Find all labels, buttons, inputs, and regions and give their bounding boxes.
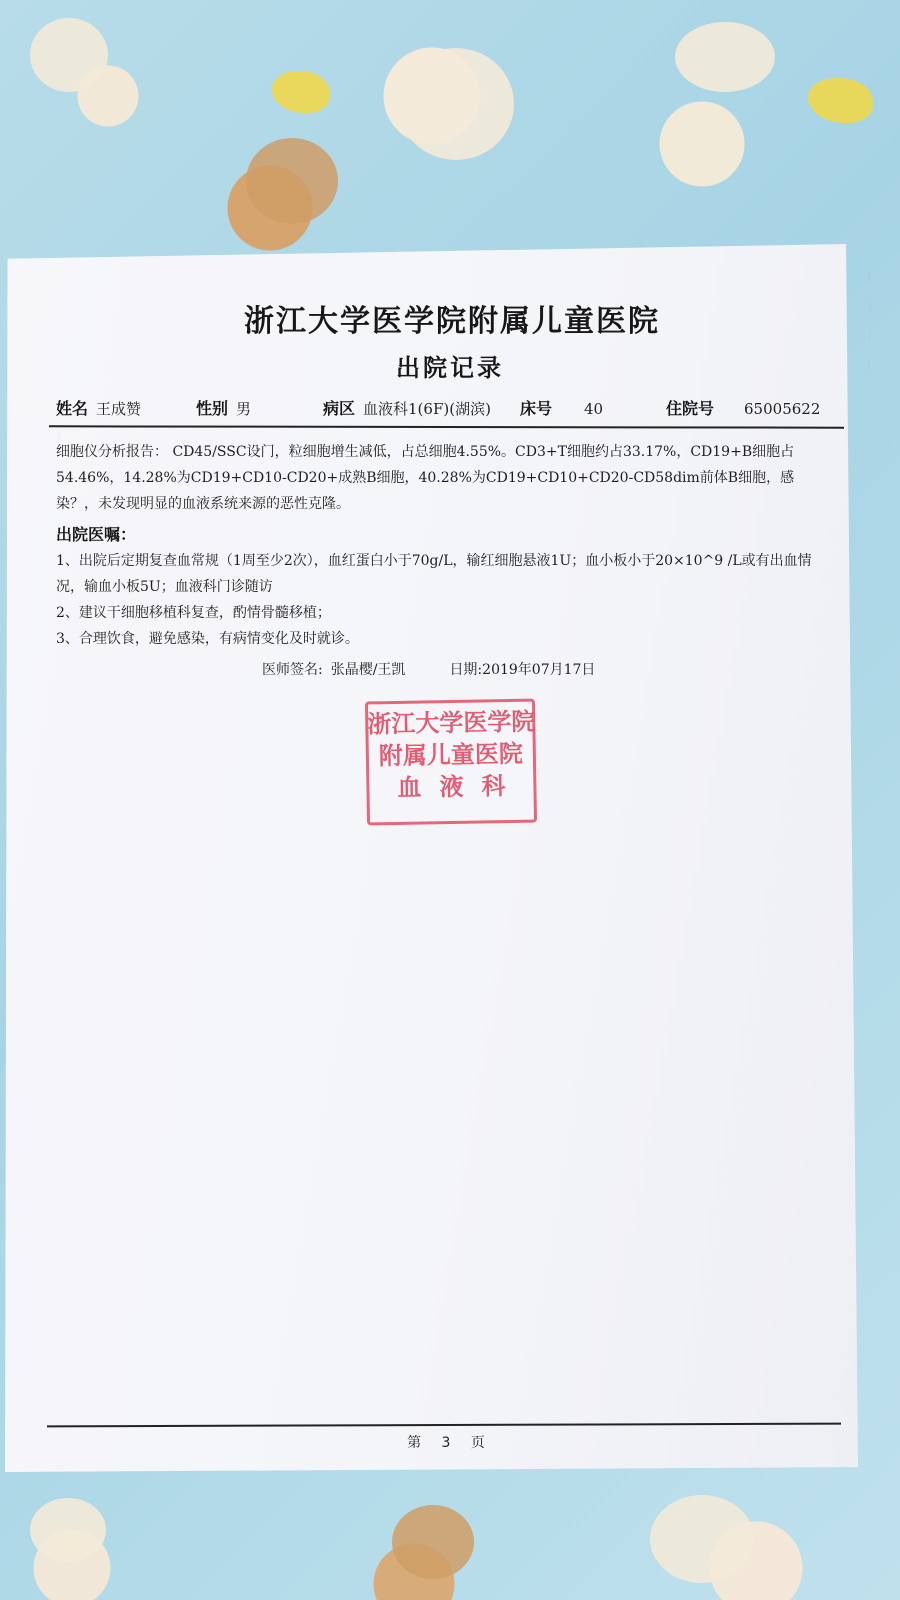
background-yellow-patch	[272, 71, 330, 113]
bed-field	[520, 395, 603, 423]
patient-name-field	[56, 395, 141, 423]
background-yellow-patch	[808, 78, 873, 123]
date-label: 日期:	[449, 662, 483, 678]
admission-number-label: 住院号	[666, 399, 715, 418]
patient-gender-label: 性别	[196, 399, 229, 418]
stamp-line: 浙江大学医学院	[367, 706, 536, 739]
stamp-line: 血液科	[397, 770, 524, 802]
record-title: 出院记录	[396, 354, 504, 382]
ward-field	[323, 395, 491, 423]
discharge-order-item: 1、出院后定期复查血常规（1周至少2次），血红蛋白小于70g/L，输红细胞悬液1U；血小板小于20×10^9 /L或有出血情况，输血小板5U；血液科门诊随访	[56, 553, 812, 595]
discharge-order-item: 3、合理饮食，避免感染，有病情变化及时就诊。	[56, 631, 359, 647]
background-toy-bear	[650, 1495, 754, 1583]
discharge-order-item: 2、建议干细胞移植科复查，酌情骨髓移植；	[56, 605, 331, 621]
doctor-signature: 张晶樱/王凯	[330, 662, 406, 678]
ward-label: 病区	[323, 399, 356, 418]
patient-gender: 男	[236, 400, 252, 418]
cytometry-report: 细胞仪分析报告： CD45/SSC设门，粒细胞增生减低，占总细胞4.55%。CD3+T细胞约占33.17%，CD19+B细胞占54.46%，14.28%为CD19+CD10-CD20+成熟B细胞，40.28%为CD19+CD10+CD20-CD58dim前体B细胞，感染？，未发现明显的血液系统来源的恶性克隆。	[56, 444, 795, 512]
background-toy-bear	[30, 18, 108, 92]
bed-number: 40	[584, 400, 604, 418]
discharge-orders-list	[56, 548, 834, 652]
document-header	[0, 296, 900, 383]
background-brown-bear	[246, 138, 338, 224]
bed-label: 床号	[520, 399, 553, 418]
ward: 血液科1(6F)(湖滨)	[363, 400, 491, 418]
page-number: 第 3 页	[407, 1435, 493, 1451]
background-toy-bear	[398, 48, 514, 160]
doctor-signature-label: 医师签名:	[262, 662, 323, 678]
background-toy-bear	[30, 1498, 106, 1562]
back-page-bleed-right: ＿ ＿ ＿ ＿	[868, 270, 881, 375]
hospital-title: 浙江大学医学院附属儿童医院	[244, 304, 660, 339]
admission-number-field	[666, 395, 820, 423]
discharge-orders-title: 出院医嘱：	[56, 525, 137, 544]
signature-and-date	[56, 658, 834, 682]
background-brown-bear	[392, 1505, 474, 1579]
patient-name: 王成赞	[96, 400, 142, 418]
back-page-bleed-left: ＿ ＿ ＿	[57, 430, 71, 535]
patient-name-label: 姓名	[56, 399, 89, 418]
background-toy-bear	[675, 22, 775, 92]
discharge-content	[56, 439, 834, 682]
admission-number: 65005622	[744, 400, 821, 418]
patient-gender-field	[196, 395, 251, 423]
stamp-line: 附属儿童医院	[378, 738, 524, 771]
hospital-department-stamp	[365, 699, 537, 826]
patient-info-row	[56, 395, 856, 423]
record-date: 2019年07月17日	[482, 662, 596, 678]
